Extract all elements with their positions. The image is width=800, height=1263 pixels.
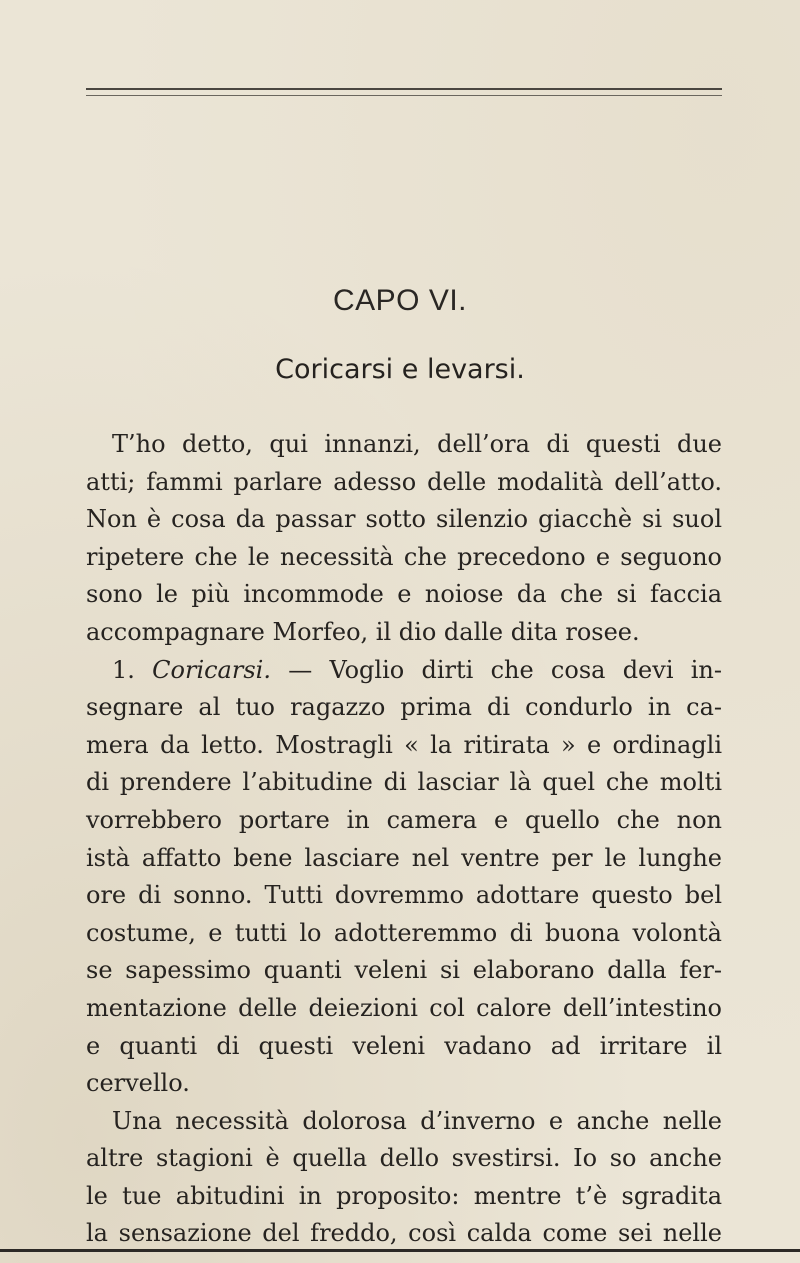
text-line: la sensazione del freddo, così calda come sei nelle — [86, 1219, 722, 1248]
text-line: ripetere che le necessità che precedono e seguono — [86, 542, 722, 571]
footer-rule — [0, 1249, 800, 1252]
text-line: cervello. — [86, 1069, 190, 1098]
text-line: le tue abitudini in proposito: mentre t’è sgradita — [86, 1181, 722, 1210]
text-line: accompagnare Morfeo, il dio dalle dita rosee. — [86, 617, 640, 646]
chapter-number: CAPO VI. — [332, 284, 468, 317]
header-rule-thin — [86, 95, 722, 96]
section-heading: Coricarsi. — [152, 655, 271, 684]
body-text — [86, 426, 722, 1253]
text-line: altre stagioni è quella dello svestirsi. Io so anche — [86, 1144, 722, 1173]
text-line: ore di sonno. Tutti dovremmo adottare questo bel — [86, 881, 722, 910]
text-line: atti; fammi parlare adesso delle modalità dell’atto. — [86, 467, 722, 496]
text-line: mera da letto. Mostragli « la ritirata » e ordinagli — [86, 730, 722, 759]
text-line: se sapessimo quanti veleni si elaborano dalla fer- — [86, 956, 722, 985]
text-line: Una necessità dolorosa d’inverno e anche nelle — [112, 1106, 722, 1135]
text-line: vorrebbero portare in camera e quello che non — [86, 805, 722, 834]
text-line: mentazione delle deiezioni col calore dell’intestino — [86, 993, 722, 1022]
section-number: 1. — [112, 655, 153, 684]
section-line — [86, 652, 722, 690]
text-line: di prendere l’abitudine di lasciar là quel che molti — [86, 768, 722, 797]
text-line: Non è cosa da passar sotto silenzio giacchè si suol — [86, 505, 722, 534]
text-line: e quanti di questi veleni vadano ad irritare il — [86, 1031, 722, 1060]
text-line: istà affatto bene lasciare nel ventre per le lunghe — [86, 843, 722, 872]
text-line: costume, e tutti lo adotteremmo di buona volontà — [86, 918, 722, 947]
header-rule-thick — [86, 88, 722, 90]
text-line: T’ho detto, qui innanzi, dell’ora di questi due — [112, 430, 722, 458]
text-line: segnare al tuo ragazzo prima di condurlo in ca- — [86, 693, 722, 722]
text-line: sono le più incommode e noiose da che si faccia — [86, 580, 722, 609]
chapter-title: Coricarsi e levarsi. — [275, 354, 525, 385]
section-line-rest: — Voglio dirti che cosa devi in- — [270, 655, 722, 684]
